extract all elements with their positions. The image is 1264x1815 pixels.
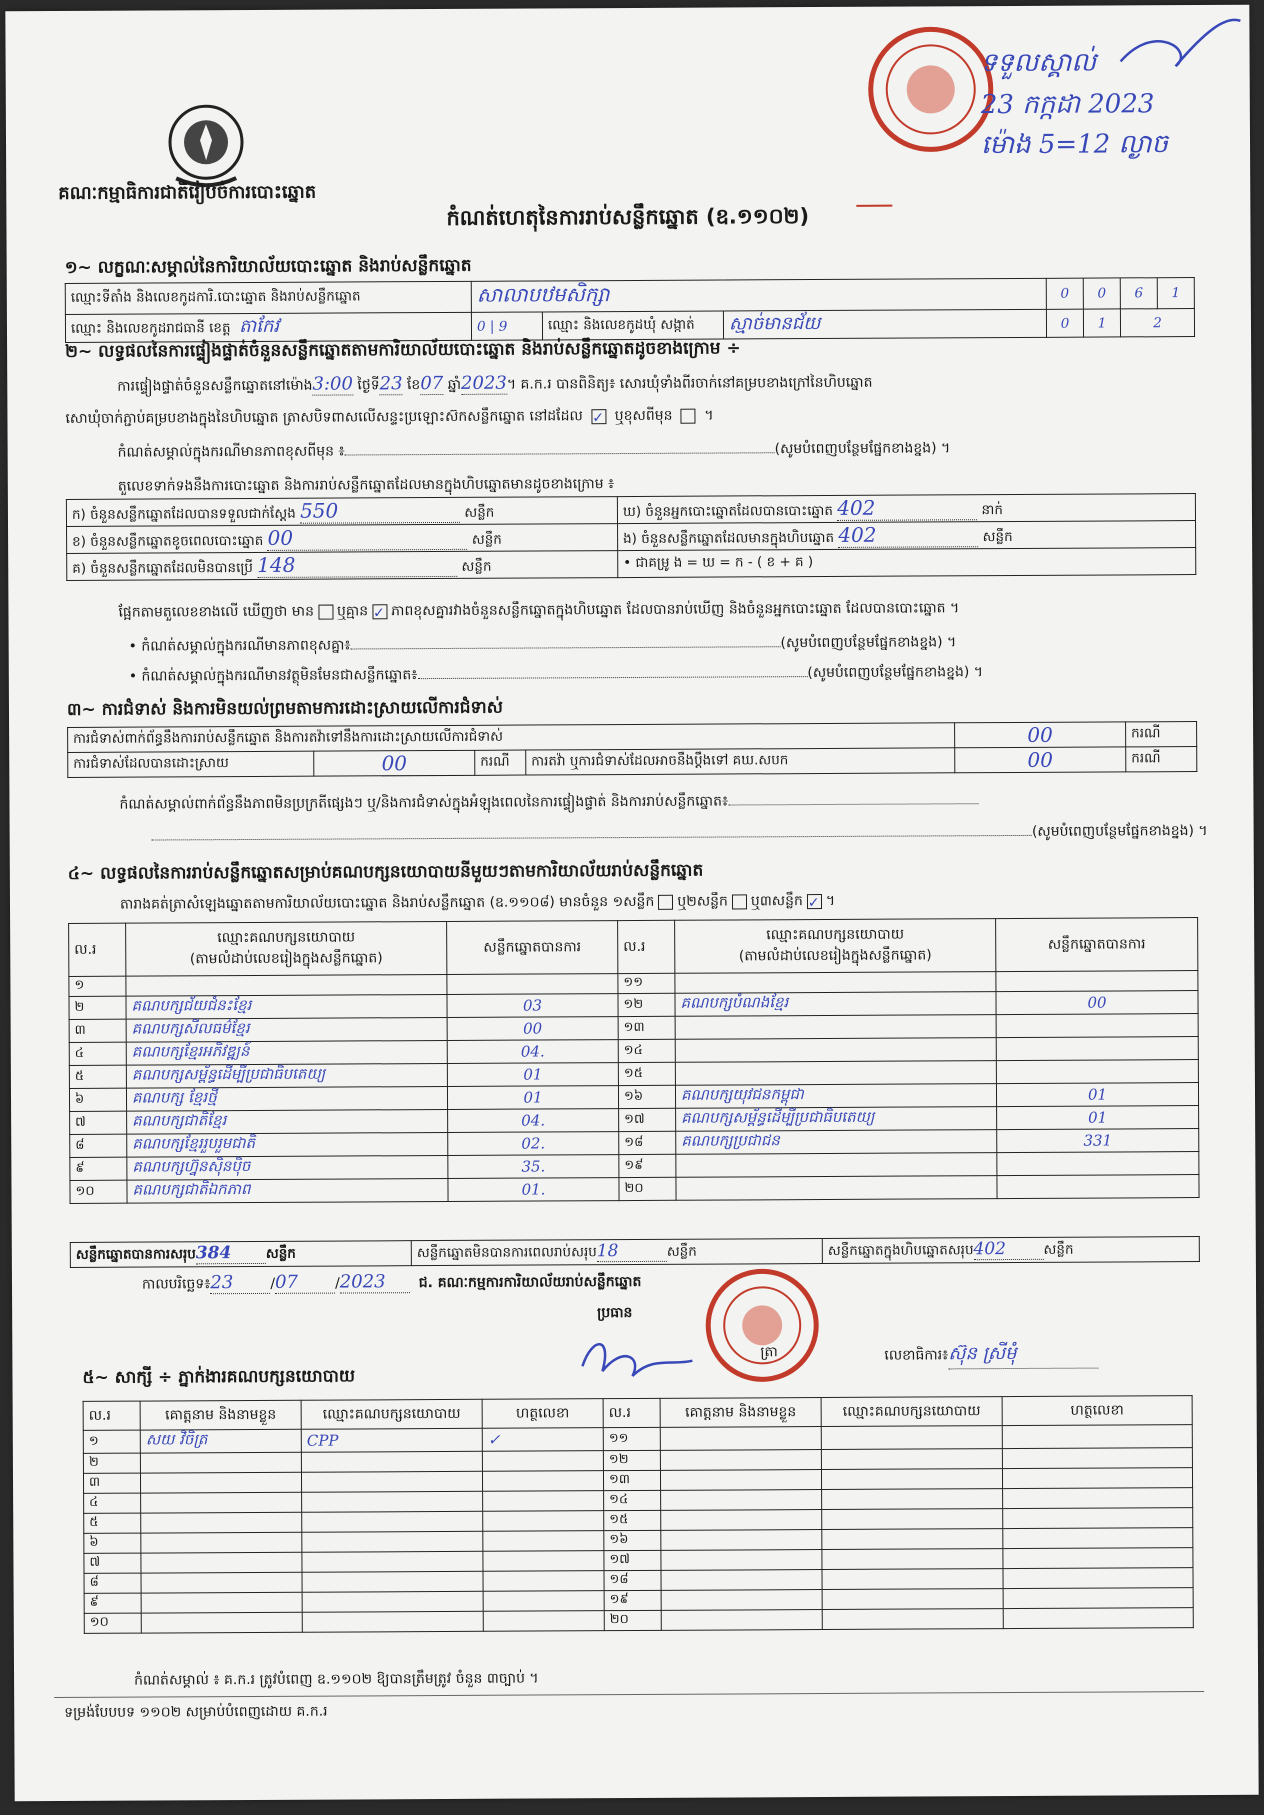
party-name: គណបក្សសីលធម៌ខ្មែរ <box>126 1017 447 1042</box>
station-code-digit: 1 <box>1157 278 1194 309</box>
verify-day: 23 <box>379 373 403 395</box>
witness-party <box>302 1611 483 1632</box>
witness-name <box>661 1590 822 1611</box>
witness-party <box>822 1529 1003 1550</box>
party-name <box>126 974 447 996</box>
witness-party <box>302 1491 483 1512</box>
party-name: គណបក្សប្រជាជន <box>676 1130 997 1155</box>
witness-signature <box>1003 1508 1193 1529</box>
row-number: ១៨ <box>619 1131 676 1154</box>
appeal-unit: ករណី <box>1126 747 1197 772</box>
witness-party <box>302 1511 483 1532</box>
in-box-row: ង) ចំនួនសន្លឹកឆ្នោតដែលមានក្នុងហិបឆ្នោត 402 សន្លឹក <box>618 521 1196 551</box>
vote-count: 01 <box>996 1083 1198 1107</box>
station-code-digit: 6 <box>1120 278 1157 309</box>
vote-count: 01. <box>448 1178 619 1202</box>
section4-title: ៤~ លទ្ធផលនៃការរាប់សន្លឹកឆ្នោតសម្រាប់គណបក្សនយោបាយនីមួយៗតាមការិយាល័យរាប់សន្លឹកឆ្នោត <box>67 860 704 884</box>
row-number: ២ <box>83 1453 140 1473</box>
party-name: គណបក្សសម្ព័ន្ធដើម្បីប្រជាធិបតេយ្យ <box>676 1107 997 1132</box>
witness-party <box>821 1426 1002 1450</box>
receipt-time: ម៉ោង 5=12 ល្ងាច <box>980 129 1169 161</box>
section3-title: ៣~ ការជំទាស់ និងការមិនយល់ព្រមតាមការដោះស្រាយលើការជំទាស់ <box>66 697 503 720</box>
row-number: ១៧ <box>604 1550 661 1570</box>
witness-party <box>301 1471 482 1492</box>
witness-party <box>821 1469 1002 1490</box>
witness-party <box>302 1571 483 1592</box>
vote-count <box>996 1037 1198 1061</box>
vote-count: 02. <box>448 1132 619 1156</box>
appeal-count: 00 <box>955 747 1126 773</box>
witness-signature <box>483 1611 604 1632</box>
party-results-table <box>68 917 1199 1204</box>
witness-signature <box>1003 1548 1193 1569</box>
row-number: ១១ <box>618 973 675 993</box>
witness-signature <box>483 1591 604 1612</box>
org-name: គណៈកម្មាធិការជាតិរៀបចំការបោះឆ្នោត <box>58 181 317 204</box>
one-sheet-checkbox[interactable] <box>658 894 673 909</box>
two-sheet-checkbox[interactable] <box>732 894 747 909</box>
witness-name <box>660 1427 821 1451</box>
vote-count <box>996 1060 1198 1084</box>
witness-party <box>302 1551 483 1572</box>
row-number: ១៨ <box>604 1570 661 1590</box>
received-value: 550 <box>300 498 460 524</box>
row-number: ៤ <box>84 1493 141 1513</box>
witness-name <box>661 1530 822 1551</box>
party-name <box>676 1176 997 1201</box>
col-no: ល.រ <box>603 1398 660 1427</box>
commune-name: ស្មាច់មានជ័យ <box>723 309 1046 339</box>
witness-signature <box>1002 1425 1192 1449</box>
party-name <box>675 1038 996 1063</box>
col-sign: ហត្ថលេខា <box>1002 1396 1192 1426</box>
party-name: គណបក្សខ្មែររួបរួមជាតិ <box>127 1132 448 1157</box>
spoiled-value: 00 <box>267 525 467 551</box>
witness-signature <box>482 1451 603 1472</box>
no-difference-checkbox[interactable]: ✓ <box>372 604 387 619</box>
col-party: ឈ្មោះគណបក្សនយោបាយ <box>301 1399 482 1429</box>
ballot-figures-table <box>66 493 1196 581</box>
row-number: ៩ <box>70 1157 127 1180</box>
secretary-signature: ស៊ុន ស្រីមុំ <box>948 1341 1098 1370</box>
party-name: គណបក្សជាតិឯកភាព <box>127 1178 448 1203</box>
row-number: ៨ <box>84 1573 141 1593</box>
unused-row: គ) ចំនួនសន្លឹកឆ្នោតដែលមិនបានប្រើ 148 សន្លឹក <box>67 551 618 581</box>
president-label: ប្រធាន <box>597 1305 633 1322</box>
witness-signature <box>483 1511 604 1532</box>
col-votes: សន្លឹកឆ្នោតបានការ <box>447 921 618 975</box>
row-number: ៥ <box>84 1513 141 1533</box>
witness-party <box>822 1549 1003 1570</box>
witness-party <box>822 1589 1003 1610</box>
total-invalid: សន្លឹកឆ្នោតមិនបានការពេលរាប់សរុប18 សន្លឹក <box>411 1239 822 1266</box>
party-name: គណបក្សបំណងខ្មែរ <box>675 992 996 1017</box>
row-number: ៨ <box>70 1134 127 1157</box>
witness-party <box>821 1449 1002 1470</box>
col-party: ឈ្មោះគណបក្សនយោបាយ (តាមលំដាប់លេខរៀងក្នុងសន្លឹកឆ្នោត) <box>126 921 447 976</box>
witness-signature <box>482 1471 603 1492</box>
footer-note: កំណត់សម្គាល់ ៖ គ.ក.រ ត្រូវបំពេញ ឧ.១១០២ ឱ្យបានត្រឹមត្រូវ ចំនួន ៣ច្បាប់ ។ <box>134 1670 539 1689</box>
vote-count: 00 <box>447 1017 618 1041</box>
col-no: ល.រ <box>83 1401 140 1430</box>
party-name <box>675 1015 996 1040</box>
discrepancy-statement: ផ្អែកតាមតួលេខខាងលើ ឃើញថា មាន ឬគ្មាន ✓ ភាពខុសគ្នារវាងចំនួនសន្លឹកឆ្នោតក្នុងហិបឆ្នោត ដែលបានរាប់ឃើញ និងចំនួនអ្នកបោះឆ្នោត ដែលបានបោះឆ្នោត ។ <box>118 600 960 621</box>
has-difference-checkbox[interactable] <box>318 604 333 619</box>
row-number: ២០ <box>604 1610 661 1630</box>
verification-paragraph: ការផ្ទៀងផ្ទាត់ចំនួនសន្លឹកឆ្នោតនៅម៉ោង3:00 ថ្ងៃទី23 ខែ07 ឆ្នាំ2023។ គ.ក.រ បានពិនិត្យ៖ សោរឃុំទាំងពីរចាក់នៅគម្របខាងក្រៅនៃហិបឆ្នោត <box>117 372 873 395</box>
col-no: ល.រ <box>618 920 675 973</box>
witness-name <box>661 1490 822 1511</box>
figures-intro: តួលេខទាក់ទងនឹងការបោះឆ្នោត និងការរាប់សន្លឹកឆ្នោតដែលមានក្នុងហិបឆ្នោតមានដូចខាងក្រោម ៖ <box>117 476 615 495</box>
vote-count: 35. <box>448 1155 619 1179</box>
row-number: ១ <box>83 1430 140 1453</box>
vote-count: 03 <box>447 994 618 1018</box>
total-in-box: សន្លឹកឆ្នោតក្នុងហិបឆ្នោតសរុប402 សន្លឹក <box>822 1237 1199 1264</box>
witness-signature <box>483 1531 604 1552</box>
witness-name <box>141 1592 302 1613</box>
form-sheet <box>5 5 1258 1801</box>
witness-name <box>141 1552 302 1573</box>
verify-month: 07 <box>420 372 444 395</box>
row-number: ១០ <box>70 1180 127 1203</box>
vote-count: 00 <box>996 991 1198 1015</box>
party-name <box>675 1061 996 1086</box>
row-number: ១៩ <box>619 1154 676 1177</box>
witness-signature <box>483 1571 604 1592</box>
vote-count: 04. <box>448 1109 619 1133</box>
verify-time: 3:00 <box>312 373 353 395</box>
formula-row: • ជាគម្រូ ង = ឃ = ក - ( ខ + គ ) <box>618 548 1196 578</box>
row-number: ៥ <box>69 1065 126 1088</box>
row-number: ១៤ <box>618 1039 675 1062</box>
row-number: ៧ <box>84 1553 141 1573</box>
witness-name <box>140 1452 301 1473</box>
col-sign: ហត្ថលេខា <box>482 1399 603 1429</box>
unchanged-checkbox[interactable]: ✓ <box>591 409 606 424</box>
witness-name <box>141 1512 302 1533</box>
col-votes: សន្លឹកឆ្នោតបានការ <box>996 918 1198 972</box>
row-number: ១៦ <box>604 1530 661 1550</box>
witness-signature <box>1003 1488 1193 1509</box>
voted-row: ឃ) ចំនួនអ្នកបោះឆ្នោតដែលបានបោះឆ្នោត 402 នាក់ <box>617 494 1195 524</box>
voted-value: 402 <box>837 495 977 521</box>
resolved-unit: ករណី <box>475 750 526 775</box>
witness-signature <box>483 1491 604 1512</box>
vote-count: 01 <box>447 1086 618 1110</box>
witness-signature <box>1003 1528 1193 1549</box>
objection-count: 00 <box>955 722 1126 748</box>
tally-sheet-count: តារាងគត់ត្រាសំឡេងឆ្នោតតាមការិយាល័យបោះឆ្នោត និងរាប់សន្លឹកឆ្នោត (ឧ.១១០៨) មានចំនួន ១សន្លឹក ឬ២សន្លឹក ឬ៣សន្លឹក ✓ ។ <box>119 892 836 913</box>
witness-party <box>822 1569 1003 1590</box>
province-code: 0 | 9 <box>471 312 542 340</box>
commune-code-digit: 0 <box>1046 309 1083 337</box>
receipt-note: ទទួលស្គាល់ <box>980 47 1097 79</box>
row-number: ១៤ <box>604 1490 661 1510</box>
col-party: ឈ្មោះគណបក្សនយោបាយ <box>821 1397 1002 1427</box>
witness-name <box>141 1492 302 1513</box>
committee-stamp <box>692 1265 833 1386</box>
resolved-count: 00 <box>314 750 475 776</box>
col-name: គោត្តនាម និងនាមខ្លួន <box>140 1400 301 1430</box>
witness-party: CPP <box>301 1428 482 1452</box>
station-label: ឈ្មោះទីតាំង និងលេខកូដការិ.បោះឆ្នោត និងរាប់សន្លឹកឆ្នោត <box>65 281 471 314</box>
witness-party <box>301 1451 482 1472</box>
footer-divider <box>54 1691 1204 1698</box>
witness-party <box>302 1531 483 1552</box>
party-name: គណបក្សហ្វ៊ុនស៊ិនប៉ិច <box>127 1155 448 1180</box>
witness-name <box>661 1510 822 1531</box>
row-number: ១៣ <box>603 1470 660 1490</box>
witness-signature <box>1003 1608 1193 1629</box>
received-row: ក) ចំនួនសន្លឹកឆ្នោតដែលបានទទួលជាក់ស្តែង 550 សន្លឹក <box>66 497 617 527</box>
resolved-label: ការជំទាស់ដែលបានដោះស្រាយ <box>68 751 314 777</box>
row-number: ៩ <box>84 1593 141 1613</box>
row-number: ២០ <box>619 1177 676 1200</box>
section1-title: ១~ លក្ខណៈសម្គាល់នៃការិយាល័យបោះឆ្នោត និងរាប់សន្លឹកឆ្នោត <box>64 255 472 278</box>
irregularities-fill: (សូមបំពេញបន្ថែមផ្នែកខាងខ្នង) ។ <box>68 821 1208 848</box>
three-sheet-checkbox[interactable]: ✓ <box>807 894 822 909</box>
party-name: គណបក្សជ័យជំនះខ្មែរ <box>126 994 447 1019</box>
stamp-label: ត្រា <box>760 1344 778 1361</box>
seal-paragraph: សោឃុំចាក់ភ្ជាប់គម្របខាងក្នុងនៃហិបឆ្នោត ត្រាសបិទពាសលើសន្ទះប្រឡោះស៊កសន្លឹកឆ្នោត នៅដដែល ✓ ឬខុសពីមុន ។ <box>65 407 714 427</box>
row-number: ១៦ <box>618 1085 675 1108</box>
col-party: ឈ្មោះគណបក្សនយោបាយ (តាមលំដាប់លេខរៀងក្នុងសន្លឹកឆ្នោត) <box>675 919 996 974</box>
vote-count: 331 <box>997 1129 1199 1153</box>
row-number: ១៩ <box>604 1590 661 1610</box>
president-signature <box>572 1326 702 1387</box>
row-number: ៣ <box>83 1473 140 1493</box>
commune-code-digit: 2 <box>1120 309 1194 337</box>
row-number: ៤ <box>69 1042 126 1065</box>
vote-count <box>996 1014 1198 1038</box>
row-number: ៦ <box>69 1088 126 1111</box>
verify-year: 2023 <box>460 372 507 394</box>
party-name: គណបក្សខ្មែរអភិវឌ្ឍន៍ <box>126 1040 447 1065</box>
spoiled-row: ខ) ចំនួនសន្លឹកឆ្នោតខូចពេលបោះឆ្នោត 00 សន្លឹក <box>67 524 618 554</box>
witness-table <box>83 1395 1194 1634</box>
witness-signature: ✓ <box>482 1428 603 1452</box>
changed-checkbox[interactable] <box>681 408 696 423</box>
section5-title: ៥~ សាក្សី ÷ ភ្នាក់ងារគណបក្សនយោបាយ <box>82 1366 356 1388</box>
objection-unit: ករណី <box>1126 722 1197 747</box>
nec-emblem-logo <box>156 100 256 191</box>
signature-top <box>1115 11 1245 72</box>
witness-name <box>661 1610 822 1631</box>
station-id-table <box>65 277 1195 343</box>
total-valid: សន្លឹកឆ្នោតបានការសរុប384 សន្លឹក <box>70 1241 411 1268</box>
row-number: ២ <box>69 996 126 1019</box>
totals-row <box>70 1236 1200 1268</box>
row-number: ១ <box>69 976 126 996</box>
row-number: ១២ <box>618 993 675 1016</box>
vote-count <box>996 971 1198 992</box>
row-number: ៣ <box>69 1019 126 1042</box>
witness-party <box>822 1509 1003 1530</box>
province-label: ឈ្មោះ និងលេខកូដរាជធានី ខេត្ត តាកែវ <box>65 312 471 342</box>
witness-name <box>660 1470 821 1491</box>
witness-party <box>822 1489 1003 1510</box>
row-number: ១០ <box>84 1613 141 1633</box>
appeal-label: ការតវ៉ា ឬការជំទាស់ដែលអាចនឹងប្តឹងទៅ គឃ.សបក <box>526 748 955 775</box>
irregularities-note: កំណត់សម្គាល់ពាក់ព័ន្ធនឹងភាពមិនប្រក្រតីផ្សេងៗ ឬ/និងការជំទាស់ក្នុងអំឡុងពេលនៃការផ្ទៀងផ្ទាត់ និងការរាប់សន្លឹកឆ្នោត៖ <box>119 789 1209 816</box>
vote-count <box>997 1175 1199 1199</box>
row-number: ១២ <box>603 1450 660 1470</box>
row-number: ៧ <box>70 1111 127 1134</box>
witness-signature <box>1003 1568 1193 1589</box>
witness-signature <box>1002 1468 1192 1489</box>
receipt-date: 23 កក្កដា 2023 <box>980 89 1155 121</box>
witness-name <box>660 1450 821 1471</box>
witness-signature <box>483 1551 604 1572</box>
objection-label: ការជំទាស់ពាក់ព័ន្ធនឹងការរាប់សន្លឹកឆ្នោត និងការតវ៉ាទៅនឹងការដោះស្រាយលើការជំទាស់ <box>68 723 955 753</box>
witness-name: សយ វិចិត្រ <box>140 1429 301 1453</box>
station-name: សាលាបឋមសិក្សា <box>471 278 1046 312</box>
station-code-digit: 0 <box>1083 278 1120 309</box>
form-footer: ទម្រង់បែបបទ ១១០២ សម្រាប់បំពេញដោយ គ.ក.រ <box>64 1703 328 1721</box>
official-stamp <box>865 24 996 155</box>
station-code-digit: 0 <box>1046 278 1083 309</box>
commune-code-digit: 1 <box>1083 309 1120 337</box>
form-title: កំណត់ហេតុនៃការរាប់សន្លឹកឆ្នោត (ឧ.១១០២) <box>446 204 810 230</box>
objections-table <box>67 721 1197 778</box>
vote-count: 01 <box>997 1106 1199 1130</box>
difference-note: កំណត់សម្គាល់ក្នុងករណីមានភាពខុសពីមុន ៖ (សូមបំពេញបន្ថែមផ្នែកខាងខ្នង) ។ <box>117 440 951 461</box>
witness-name <box>661 1550 822 1571</box>
vote-count <box>997 1152 1199 1176</box>
witness-name <box>661 1570 822 1591</box>
signing-date: កាលបរិច្ឆេទ៖23 /07 /2023 ជ. គណៈកម្មការការិយាល័យរាប់សន្លឹកឆ្នោត <box>141 1271 642 1294</box>
row-number: ៦ <box>84 1533 141 1553</box>
row-number: ១៧ <box>619 1108 676 1131</box>
foreign-object-note: • កំណត់សម្គាល់ក្នុងករណីមានវត្ថុមិនមែនជាសន្លឹកឆ្នោត៖ (សូមបំពេញបន្ថែមផ្នែកខាងខ្នង) ។ <box>128 664 984 685</box>
party-name <box>676 1153 997 1178</box>
row-number: ១៥ <box>604 1510 661 1530</box>
party-name: គណបក្សយុវជនកម្ពុជា <box>675 1084 996 1109</box>
col-no: ល.រ <box>69 923 126 976</box>
witness-party <box>822 1609 1003 1630</box>
witness-party <box>302 1591 483 1612</box>
party-name <box>675 972 996 994</box>
witness-name <box>141 1532 302 1553</box>
row-number: ១៣ <box>618 1016 675 1039</box>
commune-label: ឈ្មោះ និងលេខកូដឃុំ សង្កាត់ <box>542 311 723 340</box>
in-box-value: 402 <box>838 522 978 548</box>
party-name: គណបក្សសម្ព័ន្ធដើម្បីប្រជាធិបតេយ្យ <box>126 1063 447 1088</box>
province-name: តាកែវ <box>239 315 280 338</box>
row-number: ១៥ <box>618 1062 675 1085</box>
row-number: ១១ <box>603 1427 660 1450</box>
section2-title: ២~ លទ្ធផលនៃការផ្ទៀងផ្ទាត់ចំនួនសន្លឹកឆ្នោតតាមការិយាល័យបោះឆ្នោត និងរាប់សន្លឹកឆ្នោតដូចខាងក្រោម ÷ <box>65 338 741 362</box>
col-name: គោត្តនាម និងនាមខ្លួន <box>660 1398 821 1428</box>
vote-count: 04. <box>447 1040 618 1064</box>
party-name: គណបក្ស ខ្មែរថ្មី <box>126 1086 447 1111</box>
party-name: គណបក្សជាតិខ្មែរ <box>127 1109 448 1134</box>
witness-signature <box>1002 1448 1192 1469</box>
witness-signature <box>1003 1588 1193 1609</box>
witness-name <box>141 1612 302 1633</box>
witness-name <box>140 1472 301 1493</box>
witness-name <box>141 1572 302 1593</box>
discrepancy-note: • កំណត់សម្គាល់ក្នុងករណីមានភាពខុសគ្នា៖ (សូមបំពេញបន្ថែមផ្នែកខាងខ្នង) ។ <box>128 634 957 655</box>
title-underline <box>856 205 892 207</box>
unused-value: 148 <box>257 552 457 578</box>
secretary-line: លេខាធិការ៖ស៊ុន ស្រីមុំ <box>884 1341 1098 1370</box>
vote-count: 01 <box>447 1063 618 1087</box>
vote-count <box>447 974 618 995</box>
